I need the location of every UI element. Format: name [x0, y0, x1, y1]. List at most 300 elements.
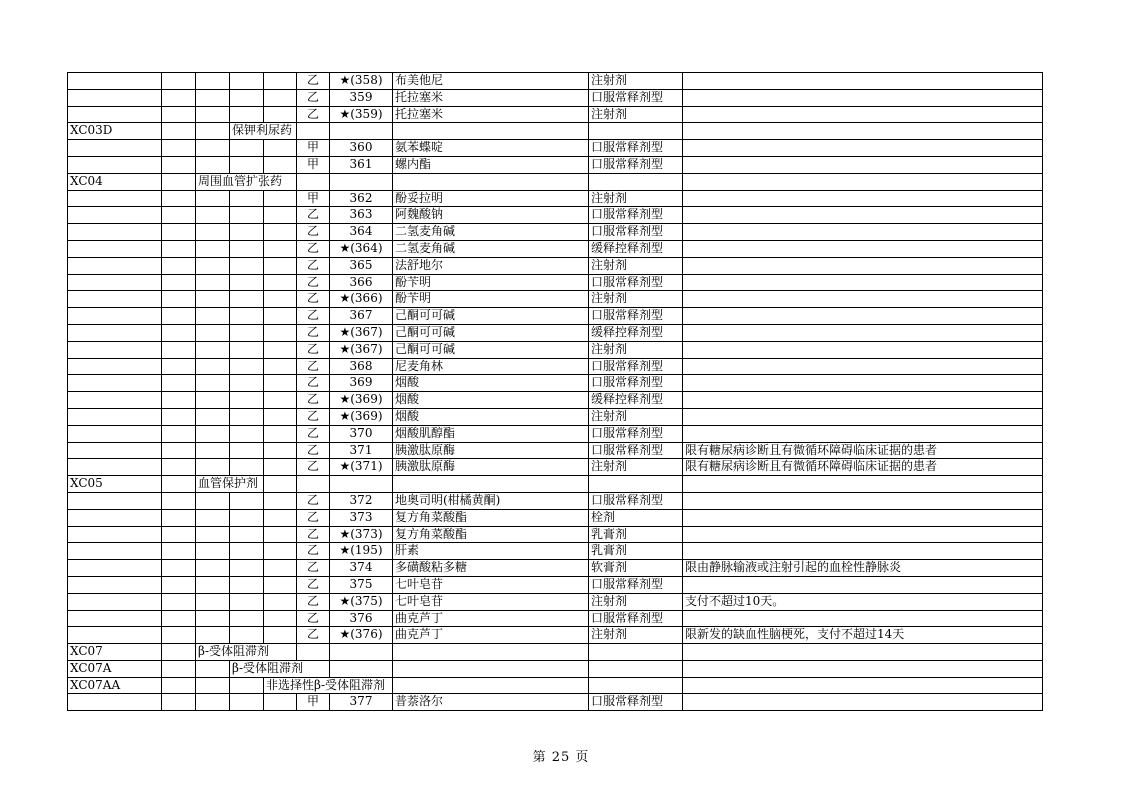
drug-name-cell: 七叶皂苷	[393, 576, 589, 593]
drug-row	[68, 240, 1043, 257]
level-cell	[162, 392, 196, 409]
drug-name-cell: 胰激肽原酶	[393, 442, 589, 459]
dosage-form-cell: 缓释控释剂型	[589, 324, 683, 341]
level-cell	[264, 207, 297, 224]
drug-name-cell: 复方角菜酸酯	[393, 509, 589, 526]
class-cell: 乙	[297, 459, 330, 476]
category-row	[68, 123, 1043, 140]
level-cell	[230, 274, 264, 291]
drug-row	[68, 89, 1043, 106]
drug-row	[68, 459, 1043, 476]
level-cell	[264, 610, 297, 627]
code-cell	[68, 459, 162, 476]
code-cell	[68, 408, 162, 425]
level-cell	[196, 408, 230, 425]
dosage-form-cell: 口服常释剂型	[589, 694, 683, 711]
remarks-cell	[683, 492, 1043, 509]
drug-name-cell: 烟酸肌醇酯	[393, 425, 589, 442]
code-cell	[68, 106, 162, 123]
dosage-form-cell	[589, 173, 683, 190]
code-cell	[68, 140, 162, 157]
remarks-cell	[683, 123, 1043, 140]
code-cell	[68, 190, 162, 207]
code-cell	[68, 442, 162, 459]
level-cell	[264, 240, 297, 257]
code-cell	[68, 341, 162, 358]
class-cell: 乙	[297, 492, 330, 509]
category-label: 周围血管扩张药	[198, 173, 283, 188]
level-cell	[230, 324, 264, 341]
drug-name-cell: 烟酸	[393, 408, 589, 425]
number-cell: 369	[330, 375, 393, 392]
level-cell	[196, 593, 230, 610]
number-cell: ★(367)	[330, 341, 393, 358]
code-cell: XC07A	[68, 660, 162, 677]
dosage-form-cell: 口服常释剂型	[589, 308, 683, 325]
number-cell: ★(366)	[330, 291, 393, 308]
level-cell	[196, 392, 230, 409]
code-cell	[68, 308, 162, 325]
code-cell: XC07	[68, 644, 162, 661]
class-cell: 乙	[297, 341, 330, 358]
level-cell	[196, 224, 230, 241]
code-cell	[68, 593, 162, 610]
remarks-cell: 限有糖尿病诊断且有微循环障碍临床证据的患者	[683, 442, 1043, 459]
number-cell: ★(373)	[330, 526, 393, 543]
drug-row	[68, 442, 1043, 459]
drug-name-cell	[393, 677, 589, 694]
drug-name-cell: 螺内酯	[393, 156, 589, 173]
level-cell	[196, 459, 230, 476]
level-cell	[230, 291, 264, 308]
remarks-cell	[683, 291, 1043, 308]
level-cell	[162, 190, 196, 207]
level-cell	[230, 89, 264, 106]
level-cell	[196, 610, 230, 627]
remarks-cell	[683, 190, 1043, 207]
drug-name-cell: 肝素	[393, 543, 589, 560]
drug-row	[68, 73, 1043, 90]
code-cell	[68, 492, 162, 509]
level-cell	[264, 408, 297, 425]
code-cell	[68, 610, 162, 627]
class-cell: 乙	[297, 442, 330, 459]
code-cell	[68, 224, 162, 241]
remarks-cell	[683, 240, 1043, 257]
level-cell	[162, 425, 196, 442]
category-label: 非选择性β-受体阻滞剂	[266, 677, 385, 692]
level-cell	[264, 476, 297, 493]
level-cell	[162, 442, 196, 459]
class-cell: 乙	[297, 392, 330, 409]
class-cell: 乙	[297, 543, 330, 560]
level-cell	[162, 341, 196, 358]
level-cell	[230, 425, 264, 442]
number-cell: ★(359)	[330, 106, 393, 123]
number-cell: 376	[330, 610, 393, 627]
drug-row	[68, 341, 1043, 358]
level-cell	[162, 140, 196, 157]
drug-name-cell: 曲克芦丁	[393, 627, 589, 644]
number-cell: ★(367)	[330, 324, 393, 341]
category-label: 保钾利尿药	[232, 123, 293, 138]
level-cell	[196, 123, 230, 140]
dosage-form-cell: 口服常释剂型	[589, 358, 683, 375]
remarks-cell: 限有糖尿病诊断且有微循环障碍临床证据的患者	[683, 459, 1043, 476]
level-cell	[264, 392, 297, 409]
remarks-cell	[683, 610, 1043, 627]
drug-row	[68, 358, 1043, 375]
level-cell	[230, 442, 264, 459]
drug-name-cell: 七叶皂苷	[393, 593, 589, 610]
level-cell	[264, 190, 297, 207]
category-row	[68, 173, 1043, 190]
code-cell	[68, 509, 162, 526]
drug-row	[68, 140, 1043, 157]
level-cell	[162, 509, 196, 526]
remarks-cell	[683, 375, 1043, 392]
number-cell: ★(371)	[330, 459, 393, 476]
class-cell	[297, 173, 330, 190]
drug-name-cell: 尼麦角林	[393, 358, 589, 375]
dosage-form-cell: 口服常释剂型	[589, 274, 683, 291]
dosage-form-cell: 口服常释剂型	[589, 610, 683, 627]
code-cell	[68, 526, 162, 543]
remarks-cell	[683, 358, 1043, 375]
level-cell	[162, 274, 196, 291]
class-cell: 乙	[297, 308, 330, 325]
level-cell	[230, 156, 264, 173]
dosage-form-cell: 缓释控释剂型	[589, 240, 683, 257]
dosage-form-cell: 口服常释剂型	[589, 89, 683, 106]
drug-row	[68, 425, 1043, 442]
level-cell	[230, 207, 264, 224]
level-cell	[196, 425, 230, 442]
drug-row	[68, 291, 1043, 308]
level-cell	[162, 677, 196, 694]
level-cell	[230, 224, 264, 241]
level-cell	[196, 291, 230, 308]
level-cell	[230, 257, 264, 274]
level-cell	[230, 358, 264, 375]
remarks-cell	[683, 89, 1043, 106]
drug-name-cell	[393, 173, 589, 190]
drug-name-cell: 法舒地尔	[393, 257, 589, 274]
level-cell	[264, 560, 297, 577]
dosage-form-cell: 栓剂	[589, 509, 683, 526]
class-cell	[297, 644, 330, 661]
drug-row	[68, 560, 1043, 577]
level-cell	[196, 627, 230, 644]
dosage-form-cell	[589, 660, 683, 677]
level-cell	[196, 140, 230, 157]
dosage-form-cell: 注射剂	[589, 459, 683, 476]
code-cell	[68, 392, 162, 409]
level-cell	[162, 73, 196, 90]
level-cell	[196, 274, 230, 291]
level-cell	[230, 459, 264, 476]
dosage-form-cell: 口服常释剂型	[589, 224, 683, 241]
number-cell	[330, 660, 393, 677]
level-cell	[196, 308, 230, 325]
number-cell: ★(369)	[330, 392, 393, 409]
level-cell	[162, 173, 196, 190]
drug-row	[68, 526, 1043, 543]
level-cell	[230, 627, 264, 644]
class-cell: 乙	[297, 274, 330, 291]
level-cell	[264, 358, 297, 375]
drug-row	[68, 694, 1043, 711]
level-cell	[162, 257, 196, 274]
level-cell	[162, 207, 196, 224]
level-cell	[162, 408, 196, 425]
number-cell: 361	[330, 156, 393, 173]
dosage-form-cell: 注射剂	[589, 106, 683, 123]
level-cell	[230, 677, 264, 694]
dosage-form-cell	[589, 123, 683, 140]
class-cell: 乙	[297, 627, 330, 644]
level-cell	[196, 576, 230, 593]
level-cell	[230, 341, 264, 358]
dosage-form-cell: 软膏剂	[589, 560, 683, 577]
level-cell	[264, 375, 297, 392]
number-cell: 375	[330, 576, 393, 593]
drug-row	[68, 375, 1043, 392]
number-cell: 360	[330, 140, 393, 157]
number-cell: 366	[330, 274, 393, 291]
dosage-form-cell: 缓释控释剂型	[589, 392, 683, 409]
remarks-cell	[683, 425, 1043, 442]
level-cell	[230, 392, 264, 409]
remarks-cell	[683, 543, 1043, 560]
number-cell	[330, 476, 393, 493]
class-cell: 乙	[297, 291, 330, 308]
drug-name-cell: 己酮可可碱	[393, 324, 589, 341]
dosage-form-cell: 口服常释剂型	[589, 576, 683, 593]
level-cell	[230, 140, 264, 157]
number-cell: ★(195)	[330, 543, 393, 560]
level-cell	[230, 694, 264, 711]
code-cell	[68, 694, 162, 711]
level-cell	[264, 492, 297, 509]
level-cell	[230, 73, 264, 90]
level-cell	[162, 644, 196, 661]
level-cell	[264, 224, 297, 241]
level-cell	[264, 156, 297, 173]
level-cell	[264, 308, 297, 325]
dosage-form-cell: 注射剂	[589, 593, 683, 610]
dosage-form-cell: 口服常释剂型	[589, 442, 683, 459]
level-cell	[230, 509, 264, 526]
class-cell: 乙	[297, 240, 330, 257]
level-cell	[264, 341, 297, 358]
level-cell	[162, 560, 196, 577]
level-cell	[230, 190, 264, 207]
level-cell	[196, 341, 230, 358]
drug-row	[68, 224, 1043, 241]
dosage-form-cell: 口服常释剂型	[589, 140, 683, 157]
drug-row	[68, 509, 1043, 526]
drug-name-cell: 己酮可可碱	[393, 341, 589, 358]
level-cell	[162, 308, 196, 325]
level-cell	[196, 442, 230, 459]
drug-name-cell: 烟酸	[393, 375, 589, 392]
number-cell: 373	[330, 509, 393, 526]
dosage-form-cell: 注射剂	[589, 257, 683, 274]
number-cell: ★(358)	[330, 73, 393, 90]
class-cell: 乙	[297, 375, 330, 392]
level-cell	[230, 240, 264, 257]
level-cell	[230, 560, 264, 577]
page-number: 第 25 页	[532, 750, 590, 765]
class-cell: 乙	[297, 257, 330, 274]
dosage-form-cell: 注射剂	[589, 190, 683, 207]
dosage-form-cell	[589, 644, 683, 661]
remarks-cell	[683, 408, 1043, 425]
class-cell: 甲	[297, 140, 330, 157]
class-cell: 乙	[297, 324, 330, 341]
remarks-cell	[683, 73, 1043, 90]
level-cell	[264, 459, 297, 476]
class-cell: 甲	[297, 190, 330, 207]
level-cell	[264, 576, 297, 593]
drug-row	[68, 257, 1043, 274]
level-cell	[230, 576, 264, 593]
level-cell	[264, 442, 297, 459]
number-cell: 364	[330, 224, 393, 241]
level-cell	[264, 274, 297, 291]
level-cell	[162, 324, 196, 341]
level-cell	[196, 207, 230, 224]
dosage-form-cell: 注射剂	[589, 341, 683, 358]
level-cell	[230, 408, 264, 425]
drug-name-cell: 托拉塞米	[393, 89, 589, 106]
category-label: 血管保护剂	[198, 476, 259, 491]
remarks-cell	[683, 576, 1043, 593]
remarks-cell	[683, 308, 1043, 325]
level-cell	[162, 526, 196, 543]
level-cell	[264, 140, 297, 157]
level-cell	[264, 73, 297, 90]
class-cell: 乙	[297, 560, 330, 577]
remarks-cell: 支付不超过10天。	[683, 593, 1043, 610]
category-row	[68, 476, 1043, 493]
level-cell	[264, 526, 297, 543]
remarks-cell	[683, 341, 1043, 358]
class-cell: 乙	[297, 509, 330, 526]
number-cell	[330, 123, 393, 140]
level-cell	[162, 291, 196, 308]
number-cell	[330, 644, 393, 661]
level-cell	[162, 358, 196, 375]
remarks-cell	[683, 257, 1043, 274]
level-cell	[264, 324, 297, 341]
dosage-form-cell	[589, 677, 683, 694]
level-cell	[162, 224, 196, 241]
level-cell	[264, 425, 297, 442]
drug-name-cell: 多磺酸粘多糖	[393, 560, 589, 577]
drug-row	[68, 627, 1043, 644]
remarks-cell	[683, 476, 1043, 493]
drug-name-cell	[393, 644, 589, 661]
remarks-cell	[683, 526, 1043, 543]
level-cell	[162, 627, 196, 644]
level-cell	[230, 492, 264, 509]
level-cell	[196, 73, 230, 90]
dosage-form-cell: 注射剂	[589, 73, 683, 90]
class-cell: 乙	[297, 207, 330, 224]
drug-name-cell: 阿魏酸钠	[393, 207, 589, 224]
level-cell	[230, 526, 264, 543]
level-cell	[196, 509, 230, 526]
level-cell	[162, 89, 196, 106]
code-cell: XC03D	[68, 123, 162, 140]
dosage-form-cell: 注射剂	[589, 627, 683, 644]
level-cell	[230, 106, 264, 123]
dosage-form-cell: 口服常释剂型	[589, 492, 683, 509]
level-cell	[264, 543, 297, 560]
dosage-form-cell: 口服常释剂型	[589, 207, 683, 224]
class-cell: 乙	[297, 526, 330, 543]
code-cell	[68, 560, 162, 577]
number-cell: ★(369)	[330, 408, 393, 425]
code-cell	[68, 89, 162, 106]
code-cell	[68, 425, 162, 442]
level-cell	[162, 660, 196, 677]
drug-row	[68, 492, 1043, 509]
number-cell: 370	[330, 425, 393, 442]
level-cell	[196, 106, 230, 123]
level-cell	[196, 543, 230, 560]
drug-name-cell: 酚苄明	[393, 291, 589, 308]
level-cell	[162, 459, 196, 476]
class-cell: 乙	[297, 593, 330, 610]
drug-row	[68, 576, 1043, 593]
remarks-cell: 限由静脉输液或注射引起的血栓性静脉炎	[683, 560, 1043, 577]
level-cell	[196, 694, 230, 711]
drug-name-cell: 胰激肽原酶	[393, 459, 589, 476]
level-cell	[162, 106, 196, 123]
remarks-cell	[683, 660, 1043, 677]
number-cell: 368	[330, 358, 393, 375]
level-cell	[264, 627, 297, 644]
class-cell	[297, 476, 330, 493]
level-cell	[162, 240, 196, 257]
dosage-form-cell: 口服常释剂型	[589, 156, 683, 173]
code-cell	[68, 274, 162, 291]
drug-name-cell: 地奥司明(柑橘黄酮)	[393, 492, 589, 509]
drug-name-cell: 复方角菜酸酯	[393, 526, 589, 543]
level-cell	[196, 660, 230, 677]
level-cell	[196, 358, 230, 375]
category-row	[68, 644, 1043, 661]
drug-row	[68, 106, 1043, 123]
category-label-cell	[264, 677, 385, 694]
class-cell: 乙	[297, 610, 330, 627]
drug-name-cell	[393, 660, 589, 677]
level-cell	[196, 190, 230, 207]
drug-name-cell: 托拉塞米	[393, 106, 589, 123]
drug-name-cell	[393, 476, 589, 493]
class-cell: 乙	[297, 358, 330, 375]
drug-name-cell: 己酮可可碱	[393, 308, 589, 325]
remarks-cell	[683, 509, 1043, 526]
level-cell	[264, 509, 297, 526]
class-cell: 乙	[297, 224, 330, 241]
dosage-form-cell: 乳膏剂	[589, 526, 683, 543]
level-cell	[196, 324, 230, 341]
remarks-cell: 限新发的缺血性脑梗死，支付不超过14天	[683, 627, 1043, 644]
